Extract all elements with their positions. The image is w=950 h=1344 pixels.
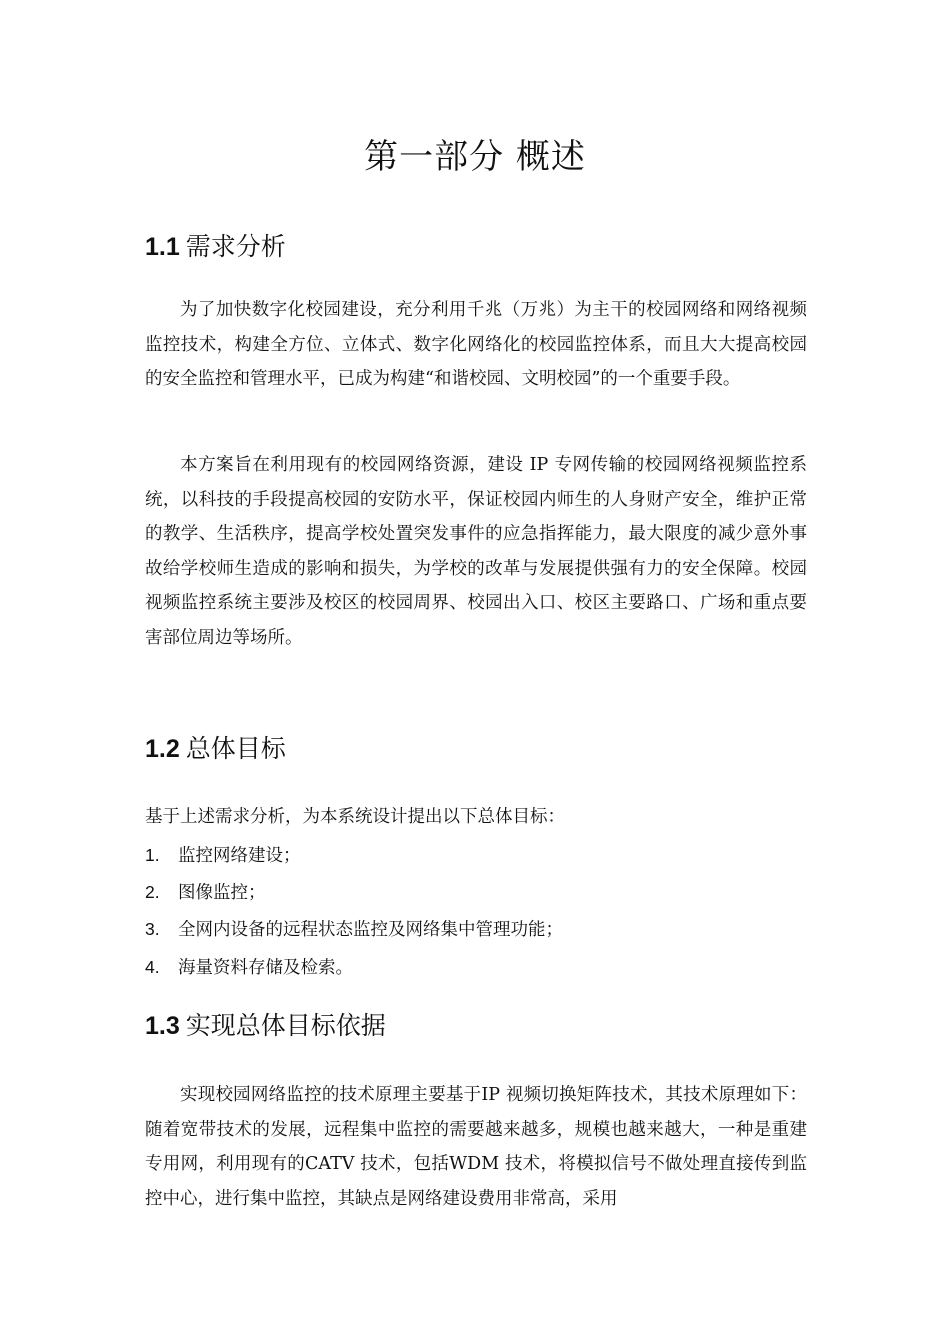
section-number: 1.1 [145,233,180,261]
list-item-text: 监控网络建设； [178,846,301,866]
list-item-text: 海量资料存储及检索。 [178,958,353,978]
section-number: 1.3 [145,1012,180,1040]
list-marker: 1. [145,845,160,865]
paragraph-1-1-a: 为了加快数字化校园建设，充分利用千兆（万兆）为主干的校园网络和网络视频监控技术，构建全方位、立体式、数字化网络化的校园监控体系，而且大大提高校园的安全监控和管理水平，已成为构建“和谐校园、文明校园”的一个重要手段。 [145,300,807,389]
page-title: 第一部分 概述 [364,137,586,177]
list-item [145,950,353,986]
section-title: 实现总体目标依据 [185,1011,386,1040]
list-marker: 4. [145,957,160,977]
list-marker: 2. [145,882,160,902]
paragraph-1-1-b: 本方案旨在利用现有的校园网络资源，建设 IP 专网传输的校园网络视频监控系统，以科技的手段提高校园的安防水平，保证校园内师生的人身财产安全，维护正常的教学、生活秩序，提高学校处置突发事件的应急指挥能力，最大限度的减少意外事故给学校师生造成的影响和损失，为学校的改革与发展提供强有力的安全保障。校园视频监控系统主要涉及校区的校园周界、校园出入口、校区主要路口、广场和重点要害部位周边等场所。 [145,455,807,648]
section-heading-1-2 [145,731,286,767]
list-item [145,875,266,911]
section-number: 1.2 [145,735,180,763]
section-title: 需求分析 [185,232,286,261]
list-item [145,912,563,948]
list-marker: 3. [145,919,160,939]
section-heading-1-1 [145,229,286,265]
section-heading-1-3 [145,1008,386,1044]
paragraph-1-3-a: 实现校园网络监控的技术原理主要基于IP 视频切换矩阵技术，其技术原理如下：随着宽带技术的发展，远程集中监控的需要越来越多，规模也越来越大，一种是重建专用网，利用现有的CATV 技术，包括WDM 技术，将模拟信号不做处理直接传到监控中心，进行集中监控，其缺点是网络建设费用非常高，采用 [145,1085,807,1209]
list-item-text: 全网内设备的远程状态监控及网络集中管理功能； [178,920,563,940]
list-item [145,838,301,874]
section-title: 总体目标 [185,734,286,763]
section-intro: 基于上述需求分析，为本系统设计提出以下总体目标： [145,807,565,827]
list-item-text: 图像监控； [178,883,266,903]
